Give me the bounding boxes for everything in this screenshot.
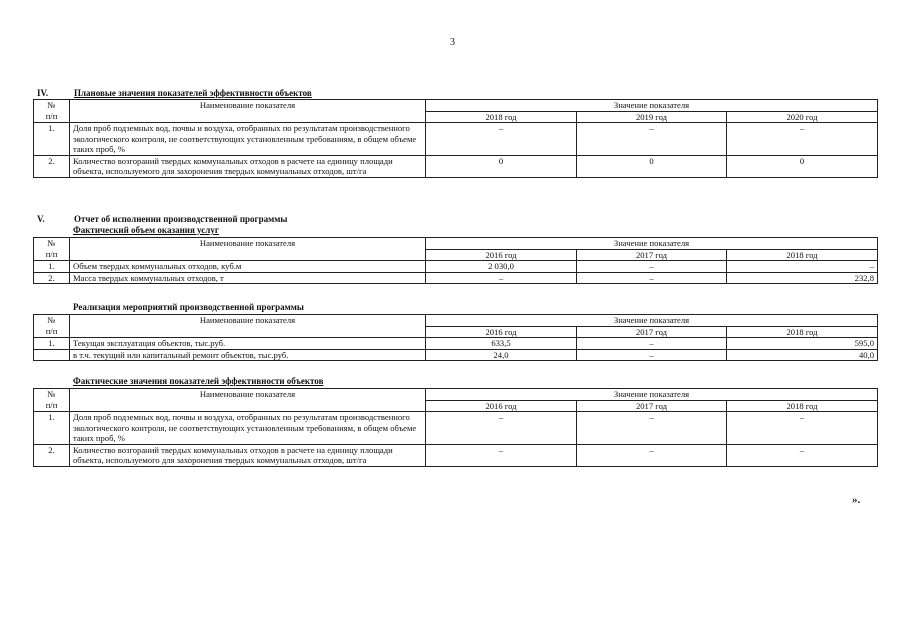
name-header: Наименование показателя (70, 389, 426, 412)
table-row (34, 123, 878, 156)
value-cell: – (577, 349, 727, 361)
closing-quote: ». (852, 494, 861, 506)
section-5-number: V. (37, 214, 45, 224)
indicator-name: Доля проб подземных вод, почвы и воздуха, отобранных по результатам производственного экологического контроля, не соответствующих установленным требованиям, в общем объеме таких проб, % (70, 412, 426, 445)
value-cell: 633,5 (426, 338, 577, 350)
value-cell: – (577, 261, 727, 273)
value-cell: – (577, 338, 727, 350)
value-cell: 595,0 (727, 338, 878, 350)
section-4-title: Плановые значения показателей эффективности объектов (74, 88, 312, 98)
header-row (34, 389, 878, 401)
value-cell: – (577, 272, 727, 284)
row-number: 2. (34, 272, 70, 284)
num-header-sub: п/п (34, 326, 70, 338)
section-5-title: Отчет об исполнении производственной программы (74, 214, 288, 224)
program-activities-table (33, 314, 878, 361)
value-group-header: Значение показателя (426, 100, 878, 112)
num-header: № (34, 238, 70, 250)
value-cell: 0 (727, 155, 878, 177)
row-number (34, 349, 70, 361)
value-group-header: Значение показателя (426, 389, 878, 401)
indicator-name: Объем твердых коммунальных отходов, куб.м (70, 261, 426, 273)
value-cell: – (426, 272, 577, 284)
value-cell: 0 (426, 155, 577, 177)
table-row (34, 155, 878, 177)
actual-volume-table (33, 237, 878, 284)
indicator-name: Количество возгораний твердых коммунальных отходов в расчете на единицу площади объекта, используемого для захоронения твердых коммунальных отходов, шт/га (70, 155, 426, 177)
indicator-name: Масса твердых коммунальных отходов, т (70, 272, 426, 284)
row-number: 2. (34, 444, 70, 466)
row-number: 1. (34, 412, 70, 445)
name-header: Наименование показателя (70, 315, 426, 338)
value-cell: – (426, 444, 577, 466)
value-group-header: Значение показателя (426, 238, 878, 250)
actual-indicators-table (33, 388, 878, 467)
indicator-name: Текущая эксплуатация объектов, тыс.руб. (70, 338, 426, 350)
value-cell: – (577, 412, 727, 445)
year-header: 2019 год (577, 111, 727, 123)
table-row (34, 272, 878, 284)
year-header: 2016 год (426, 249, 577, 261)
num-header-sub: п/п (34, 400, 70, 412)
value-cell: – (727, 261, 878, 273)
num-header-sub: п/п (34, 249, 70, 261)
value-cell: 24,0 (426, 349, 577, 361)
year-header: 2018 год (426, 111, 577, 123)
value-group-header: Значение показателя (426, 315, 878, 327)
page-number: 3 (450, 37, 455, 48)
year-header: 2018 год (727, 249, 878, 261)
value-cell: – (727, 123, 878, 156)
value-cell: – (426, 123, 577, 156)
year-header: 2016 год (426, 400, 577, 412)
year-header: 2017 год (577, 326, 727, 338)
year-header: 2017 год (577, 249, 727, 261)
name-header: Наименование показателя (70, 238, 426, 261)
value-cell: – (577, 123, 727, 156)
header-row (34, 100, 878, 112)
row-number: 1. (34, 123, 70, 156)
indicator-name: в т.ч. текущий или капитальный ремонт объектов, тыс.руб. (70, 349, 426, 361)
actual-indicators-title: Фактические значения показателей эффективности объектов (73, 376, 324, 386)
table-row (34, 261, 878, 273)
value-cell: – (727, 412, 878, 445)
name-header: Наименование показателя (70, 100, 426, 123)
year-header: 2020 год (727, 111, 878, 123)
year-header: 2016 год (426, 326, 577, 338)
row-number: 1. (34, 338, 70, 350)
value-cell: 0 (577, 155, 727, 177)
actual-volume-title: Фактический объем оказания услуг (73, 225, 219, 235)
indicator-name: Количество возгораний твердых коммунальных отходов в расчете на единицу площади объекта, используемого для захоронения твердых коммунальных отходов, шт/га (70, 444, 426, 466)
section-4-heading (37, 88, 312, 98)
num-header-sub: п/п (34, 111, 70, 123)
year-header: 2018 год (727, 400, 878, 412)
planned-indicators-table (33, 99, 878, 178)
table-row (34, 412, 878, 445)
year-header: 2017 год (577, 400, 727, 412)
year-header: 2018 год (727, 326, 878, 338)
value-cell: 40,0 (727, 349, 878, 361)
section-4-number: IV. (37, 88, 49, 98)
header-row (34, 315, 878, 327)
program-activities-title: Реализация мероприятий производственной программы (73, 302, 304, 312)
value-cell: – (577, 444, 727, 466)
table-row (34, 349, 878, 361)
section-5-heading (37, 214, 287, 224)
table-row (34, 338, 878, 350)
row-number: 2. (34, 155, 70, 177)
table-row (34, 444, 878, 466)
value-cell: 2 030,0 (426, 261, 577, 273)
header-row (34, 238, 878, 250)
num-header: № (34, 389, 70, 401)
num-header: № (34, 100, 70, 112)
num-header: № (34, 315, 70, 327)
value-cell: 232,8 (727, 272, 878, 284)
row-number: 1. (34, 261, 70, 273)
indicator-name: Доля проб подземных вод, почвы и воздуха, отобранных по результатам производственного экологического контроля, не соответствующих установленным требованиям, в общем объеме таких проб, % (70, 123, 426, 156)
value-cell: – (426, 412, 577, 445)
value-cell: – (727, 444, 878, 466)
